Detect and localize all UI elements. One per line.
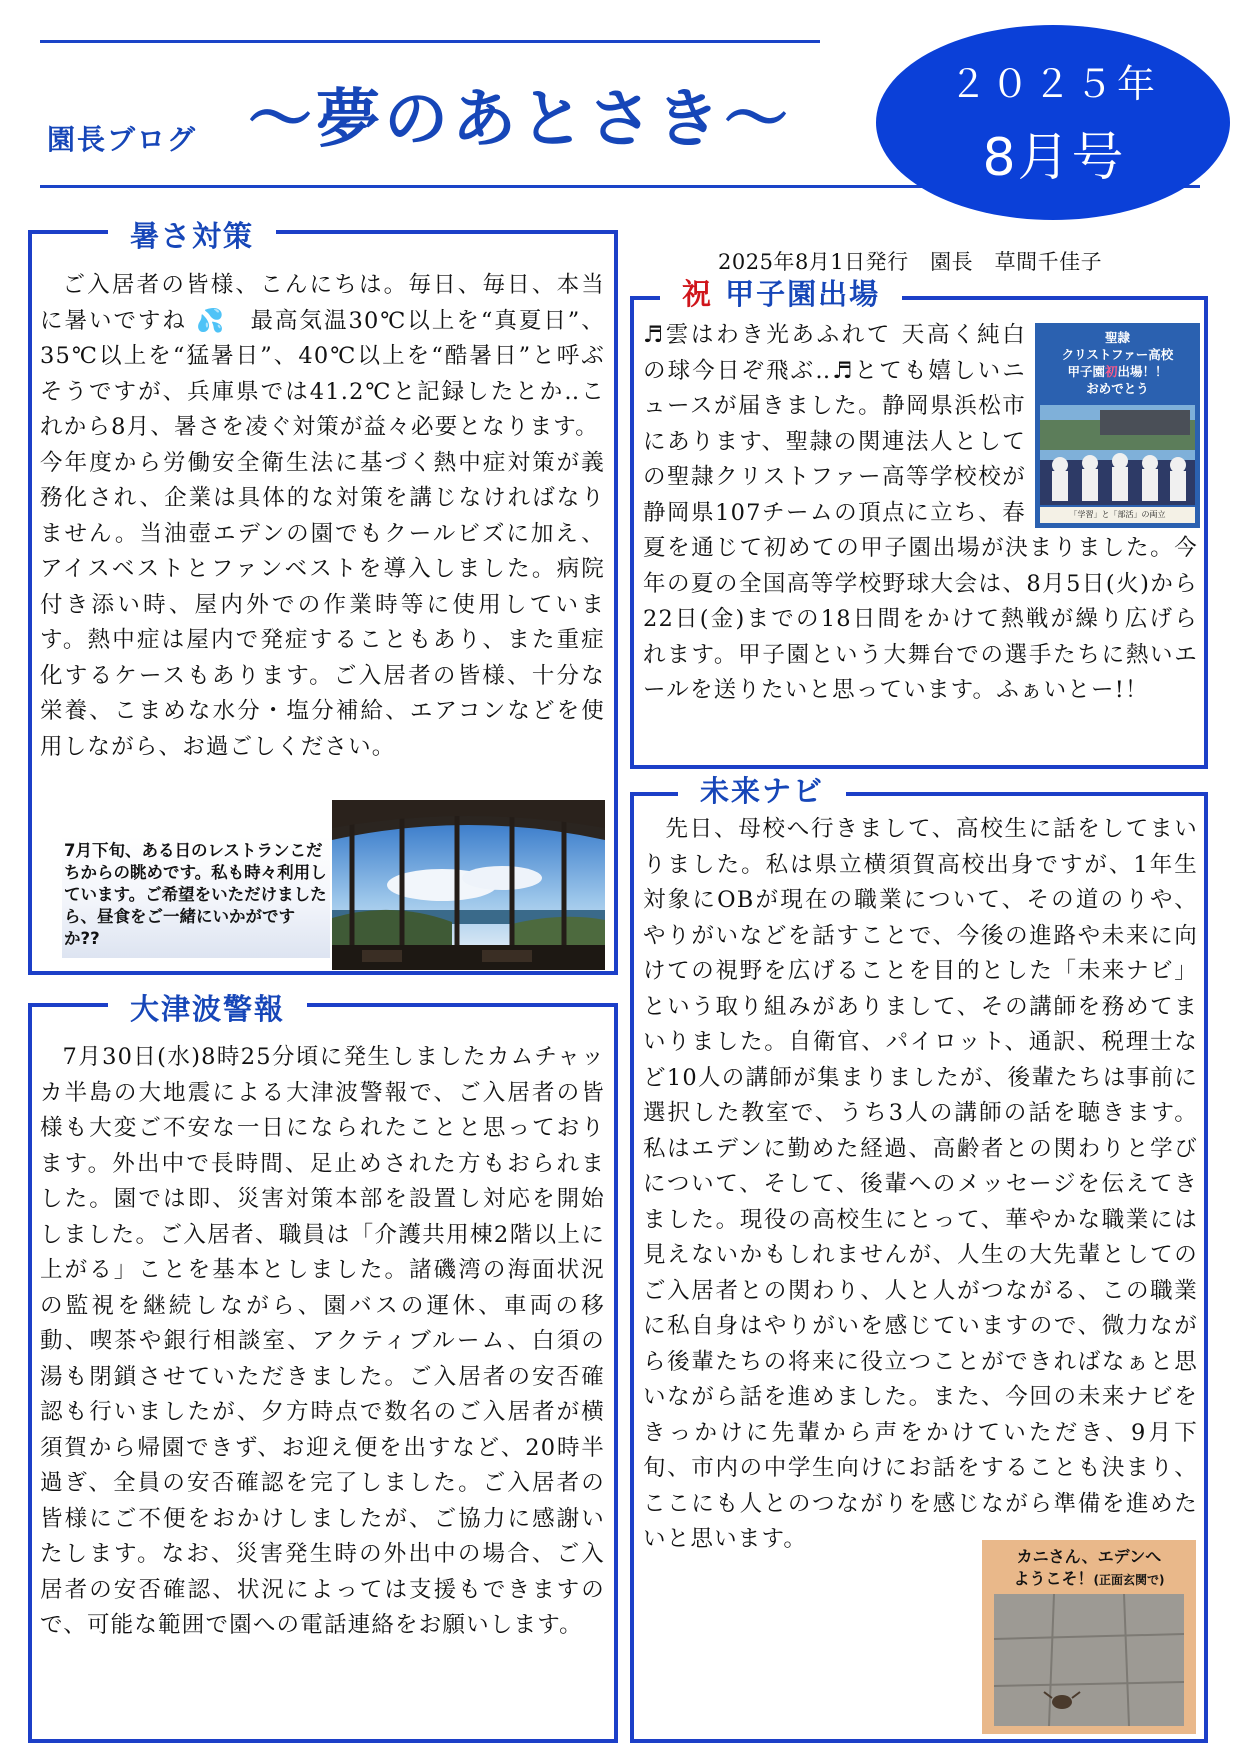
koshien-text: ♬雲はわき光あふれて 天高く純白の球今日ぞ飛ぶ‥♬とても嬉しいニュースが届きました。静岡県浜松市にあります、聖隷の関連法人としての聖隷クリストファー高等学校校が静岡県107チームの頂点に立ち、春夏を通じて初めての甲子園出場が決まりました。今年の夏の全国高等学校野球大会は、8月5日(火)から22日(金)までの18日間をかけて熱戦が繰り広げられます。甲子園という大舞台での選手たちに熱いエールを送りたいと思っています。ふぁいとー!！ — [643, 322, 1198, 703]
blog-label: 園長ブログ — [47, 123, 198, 156]
crab-caption-line-1: カニさん、エデンへ — [1016, 1547, 1162, 1566]
navi-heading: 未来ナビ — [678, 773, 846, 809]
poster-line-4: おめでとう — [1086, 381, 1149, 396]
koshien-heading-text: 甲子園出場 — [725, 277, 881, 311]
tsunami-body — [40, 1040, 605, 1644]
crab-caption-line-2-main: ようこそ！ — [1013, 1569, 1094, 1588]
koshien-paragraph — [643, 318, 1198, 709]
navi-paragraph — [643, 812, 1198, 1558]
issue-month: 8月号 — [982, 128, 1126, 188]
navi-body — [643, 812, 1198, 1742]
koshien-heading-mark: 祝 — [682, 277, 714, 311]
poster-line-1: 聖隷 — [1104, 330, 1130, 345]
poster-line-3c: 出場！！ — [1117, 364, 1168, 379]
poster-line-3b: 初 — [1104, 364, 1118, 379]
tsunami-heading: 大津波警報 — [108, 991, 307, 1027]
publish-info: 2025年8月1日発行 園長 草間千佳子 — [718, 250, 1103, 274]
tsunami-paragraph: 7月30日(水)8時25分頃に発生しましたカムチャッカ半島の大地震による大津波警報で、ご入居者の皆様も大変ご不安な一日になられたことと思っております。外出中で長時間、足止めされた方もおられました。園では即、災害対策本部を設置し対応を開始しました。ご入居者、職員は「介護共用棟2階以上に上がる」ことを基本としました。諸磯湾の海面状況の監視を継続しながら、園バスの運休、車両の移動、喫茶や銀行相談室、アクティブルーム、白須の湯も閉鎖させていただきました。ご入居者の安否確認も行いましたが、夕方時点で数名のご入居者が横須賀から帰園できず、お迎え便を出すなど、20時半過ぎ、全員の安否確認を完了しました。ご入居者の皆様にご不便をおかけしましたが、ご協力に感謝いたします。なお、災害発生時の外出中の場合、ご入居者の安否確認、状況によっては支援もできますので、可能な範囲で園への電話連絡をお願いします。 — [40, 1044, 605, 1638]
restaurant-caption-text: 7月下旬、ある日のレストランこだちからの眺めです。私も時々利用しています。ご希望をいただけましたら、昼食をご一緒にいかがですか?? — [64, 841, 327, 948]
restaurant-caption — [62, 836, 330, 958]
poster-line-3a: 甲子園 — [1067, 364, 1105, 379]
issue-year: ２０２５年 — [948, 62, 1159, 106]
navi-text: 先日、母校へ行きまして、高校生に話をしてまいりました。私は県立横須賀高校出身ですが、1年生対象にOBが現在の職業について、その道のりや、やりがいなどを話すことで、今後の進路や未来に向けての視野を広げることを目的とした「未来ナビ」という取り組みがありまして、その講師を務めてまいりました。自衛官、パイロット、通訳、税理士など10人の講師が集まりましたが、後輩たちは事前に選択した教室で、うち3人の講師の話を聴きます。私はエデンに勤めた経過、高齢者との関わりと学びについて、そして、後輩へのメッセージを伝えてきました。現役の高校生にとって、華やかな職業には見えないかもしれませんが、人生の大先輩としてのご入居者との関わり、人と人がつながる、この職業に私自身はやりがいを感じていますので、微力ながら後輩たちの将来に役立つことができればなぁと思いながら話を進めました。また、今回の未来ナビをきっかけに先輩から声をかけていただき、9月下旬、市内の中学生向けにお話をすることも決まり、ここにも人とのつながりを感じながら準備を進めたいと思います。 — [643, 816, 1198, 1552]
poster-banner: 「学習」と「部活」の両立 — [1069, 510, 1166, 519]
heat-paragraph-2: 今年度から労働安全衛生法に基づく熱中症対策が義務化され、企業は具体的な対策を講じなければなりません。当油壺エデンの園でもクールビズに加え、アイスベストとファンベストを導入しました。病院付き添い時、屋内外での作業時等に使用しています。熱中症は屋内で発症することもあり、また重症化するケースもあります。ご入居者の皆様、十分な栄養、こまめな水分・塩分補給、エアコンなどを使用しながら、お過ごしください。 — [40, 449, 605, 760]
issue-badge — [876, 25, 1230, 220]
newsletter-title: ～夢のあとさき～ — [248, 83, 792, 157]
restaurant-view-photo — [332, 800, 605, 970]
header-top-rule — [40, 40, 820, 43]
heat-paragraph-1: ご入居者の皆様、こんにちは。毎日、毎日、本当に暑いですね 💦 最高気温30℃以上を“真夏日”、35℃以上を“猛暑日”、40℃以上を“酷暑日”と呼ぶそうですが、兵庫県では41.2℃と記録したとか‥これから8月、暑さを凌ぐ対策が益々必要となります。 — [40, 272, 605, 440]
crab-caption-line-2-small: (正面玄関で) — [1093, 1573, 1165, 1587]
koshien-body-top — [643, 318, 1198, 709]
heat-body — [40, 268, 605, 765]
koshien-heading — [660, 276, 902, 312]
restaurant-window-illustration — [332, 800, 605, 970]
heat-heading: 暑さ対策 — [108, 218, 276, 254]
poster-line-2: クリストファー高校 — [1061, 347, 1174, 362]
